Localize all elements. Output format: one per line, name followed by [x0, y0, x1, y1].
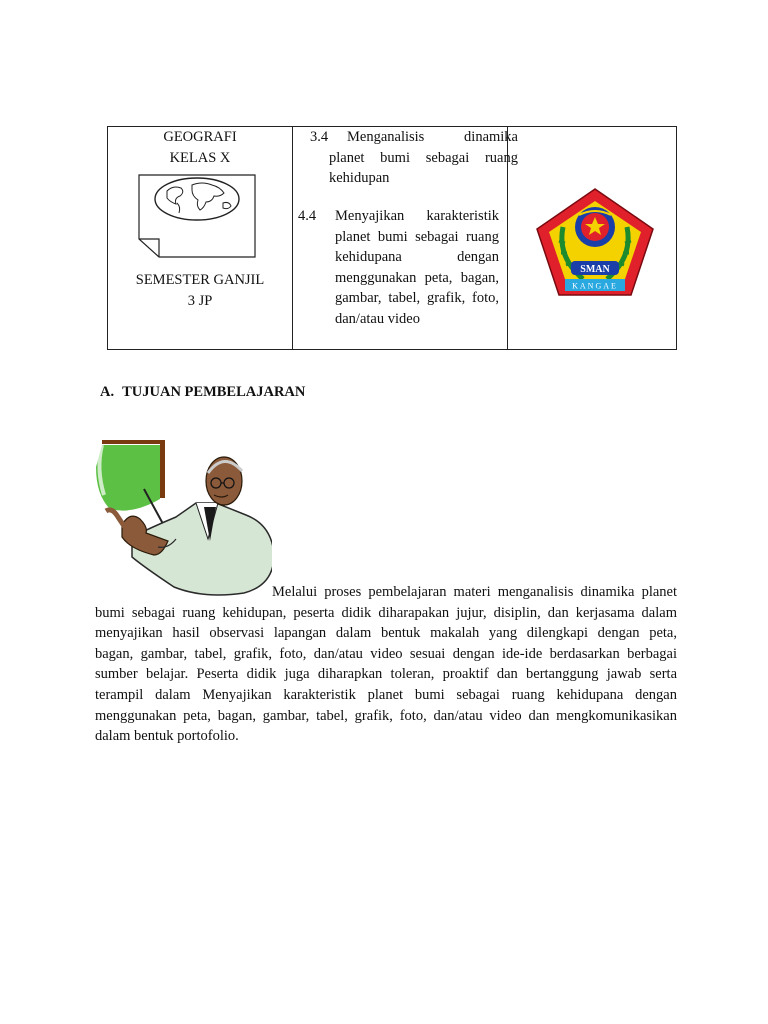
competency-line: kehidupana dengan: [335, 249, 499, 266]
header-table: [107, 126, 677, 350]
logo-top-text: SMAN: [580, 264, 610, 275]
objective-paragraph: [95, 582, 677, 747]
paragraph-line: sumber belajar. Peserta didik juga diharapkan toleran, proaktif dan bertanggung jawab serta: [95, 666, 677, 683]
paragraph-line: menggunakan peta, bagan, gambar, tabel, grafik, foto, dan/atau video dan mengkomunikasikan: [95, 707, 677, 724]
logo-cell: [507, 127, 676, 349]
paragraph-line: bagan, gambar, tabel, grafik, foto, dan/atau video sesuai dengan ide-ide berdasarkan berbagai: [95, 645, 677, 662]
paragraph-line: terampil dalam Menyajikan karakteristik planet bumi sebagai ruang kehidupana dengan: [95, 686, 677, 703]
teacher-clipart: [92, 437, 272, 597]
competency-number: 4.4: [298, 208, 317, 224]
school-logo: [535, 187, 655, 299]
section-letter: A.: [100, 384, 115, 400]
competency-line: gambar, tabel, grafik, foto,: [335, 290, 499, 307]
competency-line: Menyajikan karakteristik: [335, 208, 499, 224]
logo-bottom-text: KANGAE: [572, 281, 618, 291]
hours-label: 3 JP: [187, 293, 213, 309]
world-map-icon: [137, 173, 257, 261]
competency-line: kehidupan: [329, 170, 390, 187]
competency-number: 3.4: [310, 129, 329, 145]
subject-cell: [108, 127, 293, 349]
competency-line: planet bumi sebagai ruang: [329, 149, 518, 166]
section-heading: [100, 384, 305, 401]
class-label: KELAS X: [169, 150, 231, 166]
competency-3-4: [310, 127, 518, 189]
subject-title: GEOGRAFI: [163, 129, 237, 145]
competency-line: planet bumi sebagai ruang: [335, 228, 499, 245]
paragraph-line: dalam bentuk portofolio.: [95, 728, 239, 745]
section-title: TUJUAN PEMBELAJARAN: [122, 384, 306, 400]
competency-cell: [292, 127, 518, 349]
competency-line: menggunakan peta, bagan,: [335, 269, 499, 286]
paragraph-line: Melalui proses pembelajaran materi menganalisis dinamika planet: [272, 584, 677, 600]
competency-4-4: [298, 206, 499, 330]
semester-label: SEMESTER GANJIL: [135, 272, 265, 288]
competency-line: Menganalisis dinamika: [347, 129, 518, 145]
paragraph-line: menyajikan hasil observasi lapangan dalam bentuk makalah yang dilengkapi dengan peta,: [95, 625, 677, 642]
competency-line: dan/atau video: [335, 310, 420, 327]
paragraph-line: bumi sebagai ruang kehidupan, peserta didik diharapakan jujur, disiplin, dan kerjasama dalam: [95, 604, 677, 621]
